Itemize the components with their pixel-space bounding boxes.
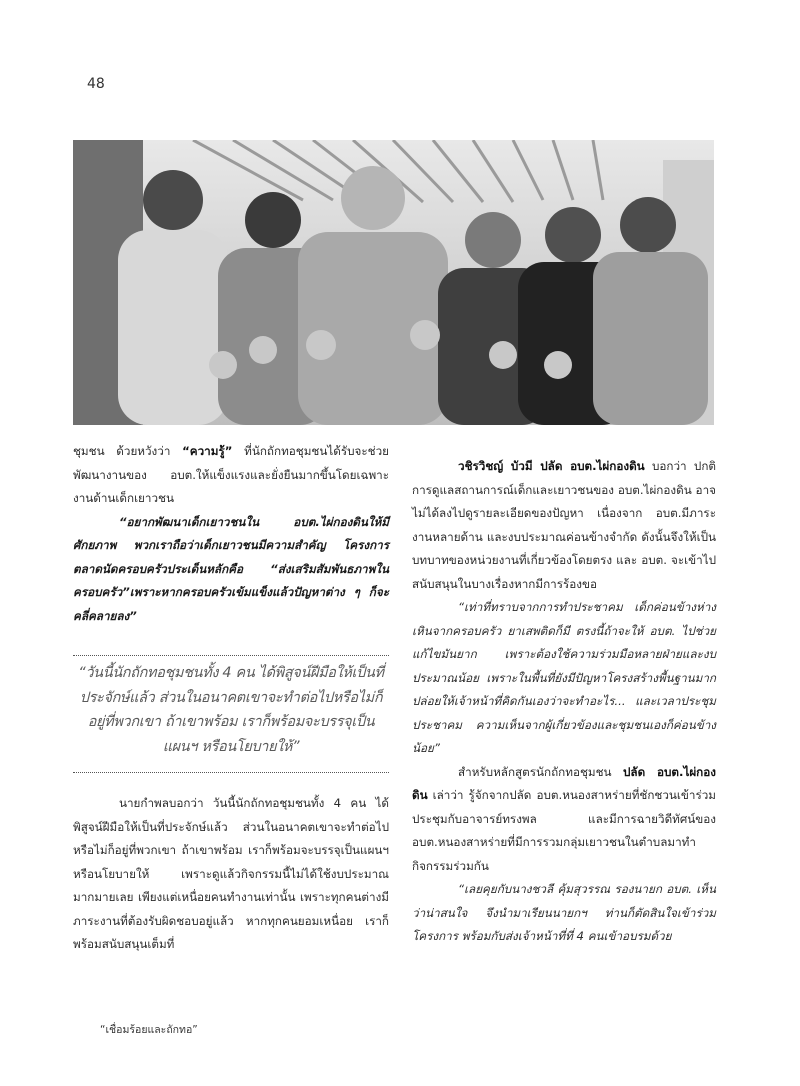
right-para1-text: บอกว่า ปกติการดูแลสถานการณ์เด็กและเยาวชนของ อบต.ไผ่กองดิน อาจไม่ได้ลงไปดูรายละเอียดของปัญหา เนื่องจาก อบต.มีภาระงานหลายด้าน และงบประมาณค่อนข้างจำกัด ดังนั้นจึงให้เป็นบทบาทของหน่วยงานที่เกี่ยวข้องโดยตรง และ อบต. จะเข้าไปสนับสนุนในบางเรื่องหากมีการร้องขอ — [412, 459, 716, 591]
right-para2-text: สำหรับหลักสูตรนักถักทอชุมชน — [458, 764, 623, 779]
pull-quote-box — [73, 655, 389, 773]
footer-title: “เชื่อมร้อยและถักทอ” — [100, 1024, 198, 1036]
group-photo-thumbs-up-icon — [73, 140, 714, 425]
deputy-name: วชิรวิชญ์ บัวมี ปลัด อบต.ไผ่กองดิน — [458, 459, 645, 473]
right-para2-rest: เล่าว่า รู้จักจากปลัด อบต.หนองสาหร่ายที่ชักชวนเข้าร่วมประชุมกับอาจารย์ทรงพล และมีการฉายวิดีทัศน์ของ อบต.หนองสาหร่ายที่มีการรวมกลุ่มเยาวชนในตำบลมาทำกิจกรรมร่วมกัน — [412, 788, 716, 873]
left-quote-1: “อยากพัฒนาเด็กเยาวชนใน อบต.ไผ่กองดินให้มีศักยภาพ พวกเราถือว่าเด็กเยาวชนมีความสำคัญ โครงการตลาดนัดครอบครัวประเด็นหลักคือ “ส่งเสริมสัมพันธภาพในครอบครัว”เพราะหากครอบครัวเข้มแข็งแล้วปัญหาต่าง ๆ ก็จะคลี่คลายลง” — [73, 514, 389, 623]
left-para1-text: ชุมชน ด้วยหวังว่า — [73, 444, 183, 458]
group-photo — [73, 140, 714, 425]
left-paragraph-2: นายกำพลบอกว่า วันนี้นักถักทอชุมชนทั้ง 4 คน ได้พิสูจน์ฝีมือให้เป็นที่ประจักษ์แล้ว ส่วนในอนาคตเขาจะทำต่อไปหรือไม่ก็อยู่ที่พวกเขา ถ้าเขาพร้อม เราก็พร้อมจะบรรจุเป็นแผนฯ หรือนโยบายให้ เพราะดูแล้วกิจกรรมนี้ไม่ได้ใช้งบประมาณมากมายเลย เพียงแต่เหนื่อยคนทำงานเท่านั้น เพราะทุกคนต่างมีภาระงานที่ต้องรับผิดชอบอยู่แล้ว หากทุกคนยอมเหนื่อย เราก็พร้อมสนับสนุนเต็มที่ — [73, 796, 389, 951]
pull-quote: “วันนี้นักถักทอชุมชนทั้ง 4 คน ได้พิสูจน์ฝีมือให้เป็นที่ประจักษ์แล้ว ส่วนในอนาคตเขาจะทำต่อไปหรือไม่ก็อยู่ที่พวกเขา ถ้าเขาพร้อม เราก็พร้อมจะบรรจุเป็นแผนฯ หรือนโยบายให้” — [78, 665, 384, 755]
right-paragraph-1 — [412, 455, 716, 596]
knowledge-emphasis: “ความรู้” — [182, 444, 233, 458]
page-number: 48 — [87, 76, 105, 92]
deputy-title: ปลัด อบต.ไผ่กองดิน — [412, 764, 716, 802]
right-quote-2: “เลยคุยกับนางชวลี คุ้มสุวรรณ รองนายก อบต. เห็นว่าน่าสนใจ จึงนำมาเรียนนายกฯ ท่านก็ตัดสินใจเข้าร่วมโครงการ พร้อมกับส่งเจ้าหน้าที่ที่ 4 คนเข้าอบรมด้วย — [412, 882, 716, 943]
right-paragraph-2 — [412, 761, 716, 879]
left-paragraph-1 — [73, 440, 389, 511]
right-quote-1: “เท่าที่ทราบจากการทำประชาคม เด็กค่อนข้างห่างเหินจากครอบครัว ยาเสพติดก็มี ตรงนี้ถ้าจะให้ อบต. ไปช่วยแก้ไขมันยาก เพราะต้องใช้ความร่วมมือหลายฝ่ายและงบประมาณน้อย เพราะในพื้นที่ยังมีปัญหาโครงสร้างพื้นฐานมาก ปล่อยให้เจ้าหน้าที่คิดกันเองว่าจะทำอะไร... และเวลาประชุมประชาคม ความเห็นจากผู้เกี่ยวข้องและชุมชนเองก็ค่อนข้างน้อย” — [412, 600, 716, 755]
left-column-bottom — [73, 792, 389, 957]
left-para1-rest: ที่นักถักทอชุมชนได้รับจะช่วยพัฒนางานของ อบต.ให้แข็งแรงและยั่งยืนมากขึ้นโดยเฉพาะงานด้านเด็กเยาวชน — [73, 444, 389, 505]
right-column — [412, 455, 716, 949]
left-column-top — [73, 440, 389, 628]
